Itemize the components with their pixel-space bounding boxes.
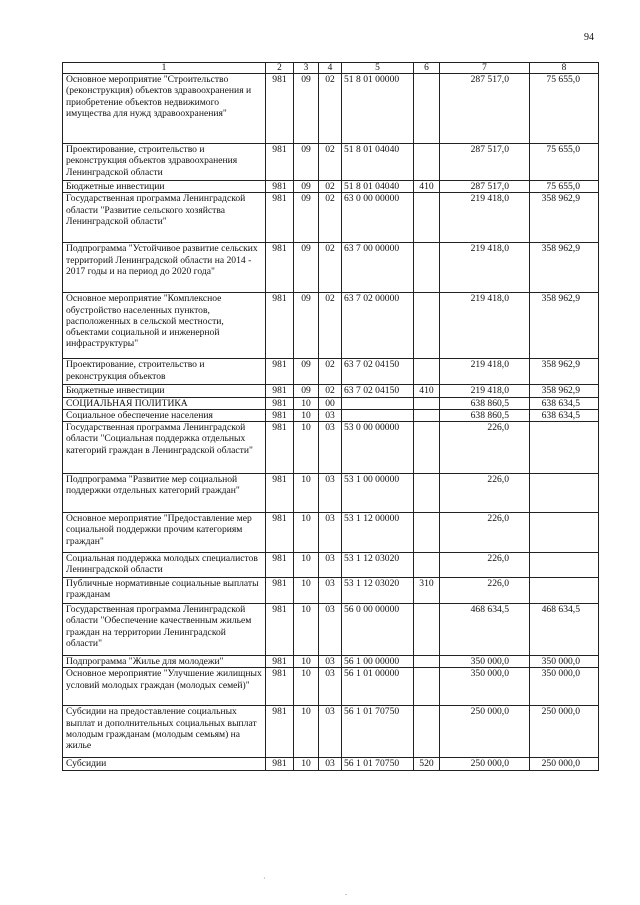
row-amount-year1-cell: 219 418,0 [440, 193, 530, 243]
row-expense-type-cell [414, 668, 440, 706]
row-subsection-cell: 03 [319, 422, 342, 474]
row-amount-year2-cell: 638 634,5 [530, 397, 599, 409]
row-subsection-cell: 03 [319, 758, 342, 770]
row-ministry-code-cell: 981 [266, 706, 294, 758]
scan-mark: . [345, 888, 347, 897]
row-section-cell: 09 [294, 243, 319, 293]
budget-table [62, 62, 599, 771]
row-amount-year2-cell: 358 962,9 [530, 293, 599, 359]
row-target-article-cell: 53 1 00 00000 [342, 474, 414, 513]
row-subsection-cell: 02 [319, 385, 342, 397]
column-header: 6 [414, 63, 440, 74]
row-amount-year2-cell [530, 513, 599, 553]
row-subsection-cell: 03 [319, 553, 342, 578]
table-row [63, 706, 599, 758]
table-row [63, 144, 599, 181]
row-subsection-cell: 02 [319, 144, 342, 181]
row-target-article-cell: 53 1 12 03020 [342, 553, 414, 578]
row-ministry-code-cell: 981 [266, 656, 294, 668]
row-amount-year1-cell: 350 000,0 [440, 668, 530, 706]
row-amount-year1-cell: 287 517,0 [440, 74, 530, 144]
row-target-article-cell: 56 1 01 00000 [342, 668, 414, 706]
row-amount-year1-cell: 226,0 [440, 578, 530, 604]
table-row [63, 193, 599, 243]
row-subsection-cell: 02 [319, 243, 342, 293]
row-subsection-cell: 03 [319, 604, 342, 656]
row-target-article-cell [342, 409, 414, 421]
row-section-cell: 10 [294, 706, 319, 758]
row-ministry-code-cell: 981 [266, 243, 294, 293]
row-target-article-cell: 53 1 12 00000 [342, 513, 414, 553]
row-subsection-cell: 03 [319, 513, 342, 553]
row-subsection-cell: 03 [319, 668, 342, 706]
row-expense-type-cell [414, 397, 440, 409]
row-subsection-cell: 03 [319, 706, 342, 758]
row-ministry-code-cell: 981 [266, 758, 294, 770]
row-section-cell: 10 [294, 604, 319, 656]
row-target-article-cell: 53 0 00 00000 [342, 422, 414, 474]
scan-mark: · [263, 874, 266, 883]
row-subsection-cell: 02 [319, 74, 342, 144]
row-amount-year1-cell: 219 418,0 [440, 385, 530, 397]
row-section-cell: 10 [294, 668, 319, 706]
row-ministry-code-cell: 981 [266, 668, 294, 706]
row-expense-type-cell [414, 74, 440, 144]
table-row [63, 181, 599, 193]
row-ministry-code-cell: 981 [266, 409, 294, 421]
row-expense-type-cell [414, 359, 440, 385]
row-section-cell: 09 [294, 385, 319, 397]
row-name-cell: Подпрограмма "Устойчивое развитие сельских территорий Ленинградской области на 2014 - 2017 годы и на период до 2020 года" [63, 243, 266, 293]
row-amount-year2-cell: 75 655,0 [530, 144, 599, 181]
row-name-cell: Государственная программа Ленинградской области "Развитие сельского хозяйства Ленинградской области" [63, 193, 266, 243]
row-section-cell: 10 [294, 578, 319, 604]
row-expense-type-cell [414, 513, 440, 553]
table-header-row [63, 63, 599, 74]
row-subsection-cell: 02 [319, 181, 342, 193]
row-amount-year2-cell: 468 634,5 [530, 604, 599, 656]
row-expense-type-cell: 410 [414, 181, 440, 193]
row-name-cell: Социальная поддержка молодых специалистов Ленинградской области [63, 553, 266, 578]
row-ministry-code-cell: 981 [266, 359, 294, 385]
row-section-cell: 10 [294, 422, 319, 474]
row-ministry-code-cell: 981 [266, 144, 294, 181]
column-header: 8 [530, 63, 599, 74]
row-amount-year1-cell: 219 418,0 [440, 293, 530, 359]
table-row [63, 293, 599, 359]
row-subsection-cell: 03 [319, 474, 342, 513]
row-name-cell: Подпрограмма "Развитие мер социальной поддержки отдельных категорий граждан" [63, 474, 266, 513]
row-expense-type-cell [414, 144, 440, 181]
row-name-cell: СОЦИАЛЬНАЯ ПОЛИТИКА [63, 397, 266, 409]
row-amount-year1-cell: 226,0 [440, 513, 530, 553]
row-amount-year1-cell: 226,0 [440, 474, 530, 513]
row-name-cell: Социальное обеспечение населения [63, 409, 266, 421]
row-ministry-code-cell: 981 [266, 604, 294, 656]
row-amount-year2-cell [530, 578, 599, 604]
row-name-cell: Бюджетные инвестиции [63, 181, 266, 193]
row-expense-type-cell [414, 409, 440, 421]
row-amount-year1-cell: 638 860,5 [440, 397, 530, 409]
row-subsection-cell: 02 [319, 193, 342, 243]
row-expense-type-cell [414, 193, 440, 243]
row-expense-type-cell [414, 656, 440, 668]
row-name-cell: Субсидии [63, 758, 266, 770]
row-ministry-code-cell: 981 [266, 193, 294, 243]
row-amount-year1-cell: 219 418,0 [440, 359, 530, 385]
table-row [63, 513, 599, 553]
row-ministry-code-cell: 981 [266, 293, 294, 359]
row-section-cell: 09 [294, 293, 319, 359]
table-row [63, 397, 599, 409]
row-expense-type-cell: 520 [414, 758, 440, 770]
row-amount-year1-cell: 226,0 [440, 422, 530, 474]
table-row [63, 422, 599, 474]
table-row [63, 359, 599, 385]
row-target-article-cell: 51 8 01 04040 [342, 144, 414, 181]
row-subsection-cell: 03 [319, 578, 342, 604]
table-row [63, 74, 599, 144]
row-section-cell: 10 [294, 553, 319, 578]
row-amount-year2-cell [530, 553, 599, 578]
row-subsection-cell: 00 [319, 397, 342, 409]
row-target-article-cell: 51 8 01 00000 [342, 74, 414, 144]
row-subsection-cell: 03 [319, 409, 342, 421]
row-amount-year2-cell: 75 655,0 [530, 181, 599, 193]
row-amount-year2-cell: 358 962,9 [530, 243, 599, 293]
column-header: 4 [319, 63, 342, 74]
row-target-article-cell [342, 397, 414, 409]
row-ministry-code-cell: 981 [266, 397, 294, 409]
row-subsection-cell: 02 [319, 359, 342, 385]
row-section-cell: 09 [294, 193, 319, 243]
row-expense-type-cell [414, 243, 440, 293]
row-target-article-cell: 63 7 00 00000 [342, 243, 414, 293]
row-ministry-code-cell: 981 [266, 513, 294, 553]
row-amount-year1-cell: 468 634,5 [440, 604, 530, 656]
row-name-cell: Проектирование, строительство и реконструкция объектов здравоохранения Ленинградской области [63, 144, 266, 181]
row-target-article-cell: 56 1 00 00000 [342, 656, 414, 668]
row-target-article-cell: 56 1 01 70750 [342, 758, 414, 770]
row-amount-year1-cell: 287 517,0 [440, 144, 530, 181]
row-name-cell: Основное мероприятие "Улучшение жилищных условий молодых граждан (молодых семей)" [63, 668, 266, 706]
row-amount-year2-cell: 638 634,5 [530, 409, 599, 421]
row-section-cell: 10 [294, 409, 319, 421]
row-name-cell: Публичные нормативные социальные выплаты гражданам [63, 578, 266, 604]
row-ministry-code-cell: 981 [266, 385, 294, 397]
row-amount-year1-cell: 350 000,0 [440, 656, 530, 668]
row-target-article-cell: 63 7 02 04150 [342, 385, 414, 397]
row-name-cell: Проектирование, строительство и реконструкция объектов [63, 359, 266, 385]
row-expense-type-cell [414, 553, 440, 578]
row-subsection-cell: 03 [319, 656, 342, 668]
row-ministry-code-cell: 981 [266, 422, 294, 474]
row-section-cell: 09 [294, 74, 319, 144]
column-header: 1 [63, 63, 266, 74]
row-amount-year1-cell: 250 000,0 [440, 758, 530, 770]
row-expense-type-cell: 310 [414, 578, 440, 604]
row-section-cell: 10 [294, 397, 319, 409]
row-section-cell: 09 [294, 144, 319, 181]
table-row [63, 385, 599, 397]
row-target-article-cell: 56 0 00 00000 [342, 604, 414, 656]
row-amount-year1-cell: 638 860,5 [440, 409, 530, 421]
row-amount-year1-cell: 287 517,0 [440, 181, 530, 193]
row-expense-type-cell [414, 706, 440, 758]
row-section-cell: 10 [294, 758, 319, 770]
row-section-cell: 10 [294, 474, 319, 513]
table-row [63, 578, 599, 604]
table-row [63, 243, 599, 293]
row-target-article-cell: 63 7 02 00000 [342, 293, 414, 359]
row-amount-year2-cell [530, 474, 599, 513]
table-row [63, 668, 599, 706]
row-ministry-code-cell: 981 [266, 74, 294, 144]
row-section-cell: 09 [294, 181, 319, 193]
row-section-cell: 09 [294, 359, 319, 385]
row-amount-year2-cell: 358 962,9 [530, 193, 599, 243]
row-target-article-cell: 56 1 01 70750 [342, 706, 414, 758]
column-header: 7 [440, 63, 530, 74]
row-amount-year1-cell: 219 418,0 [440, 243, 530, 293]
row-ministry-code-cell: 981 [266, 578, 294, 604]
row-section-cell: 10 [294, 513, 319, 553]
row-amount-year2-cell: 350 000,0 [530, 656, 599, 668]
row-name-cell: Государственная программа Ленинградской области "Обеспечение качественным жильем граждан на территории Ленинградской области" [63, 604, 266, 656]
row-amount-year1-cell: 250 000,0 [440, 706, 530, 758]
row-amount-year2-cell: 358 962,9 [530, 385, 599, 397]
row-expense-type-cell [414, 474, 440, 513]
row-ministry-code-cell: 981 [266, 474, 294, 513]
row-target-article-cell: 53 1 12 03020 [342, 578, 414, 604]
row-name-cell: Бюджетные инвестиции [63, 385, 266, 397]
row-expense-type-cell: 410 [414, 385, 440, 397]
row-amount-year2-cell: 250 000,0 [530, 706, 599, 758]
row-name-cell: Государственная программа Ленинградской области "Социальная поддержка отдельных категорий граждан в Ленинградской области" [63, 422, 266, 474]
table-row [63, 758, 599, 770]
row-target-article-cell: 63 0 00 00000 [342, 193, 414, 243]
row-amount-year2-cell: 350 000,0 [530, 668, 599, 706]
table-row [63, 656, 599, 668]
row-target-article-cell: 63 7 02 04150 [342, 359, 414, 385]
column-header: 3 [294, 63, 319, 74]
row-amount-year2-cell: 75 655,0 [530, 74, 599, 144]
column-header: 5 [342, 63, 414, 74]
row-amount-year2-cell [530, 422, 599, 474]
row-name-cell: Основное мероприятие "Предоставление мер социальной поддержки прочим категориям граждан" [63, 513, 266, 553]
row-name-cell: Основное мероприятие "Строительство (реконструкция) объектов здравоохранения и приобретение объектов недвижимого имущества для нужд здравоохранения" [63, 74, 266, 144]
row-expense-type-cell [414, 422, 440, 474]
row-subsection-cell: 02 [319, 293, 342, 359]
row-amount-year2-cell: 358 962,9 [530, 359, 599, 385]
row-ministry-code-cell: 981 [266, 553, 294, 578]
row-amount-year2-cell: 250 000,0 [530, 758, 599, 770]
table-row [63, 553, 599, 578]
table-row [63, 474, 599, 513]
row-expense-type-cell [414, 604, 440, 656]
row-name-cell: Подпрограмма "Жилье для молодежи" [63, 656, 266, 668]
row-name-cell: Субсидии на предоставление социальных выплат и дополнительных социальных выплат молодым гражданам (молодым семьям) на жилье [63, 706, 266, 758]
table-row [63, 604, 599, 656]
column-header: 2 [266, 63, 294, 74]
table-row [63, 409, 599, 421]
row-target-article-cell: 51 8 01 04040 [342, 181, 414, 193]
row-amount-year1-cell: 226,0 [440, 553, 530, 578]
row-expense-type-cell [414, 293, 440, 359]
row-name-cell: Основное мероприятие "Комплексное обустройство населенных пунктов, расположенных в сельской местности, объектами социальной и инженерной инфраструктуры" [63, 293, 266, 359]
row-ministry-code-cell: 981 [266, 181, 294, 193]
page-number: 94 [584, 32, 594, 43]
row-section-cell: 10 [294, 656, 319, 668]
